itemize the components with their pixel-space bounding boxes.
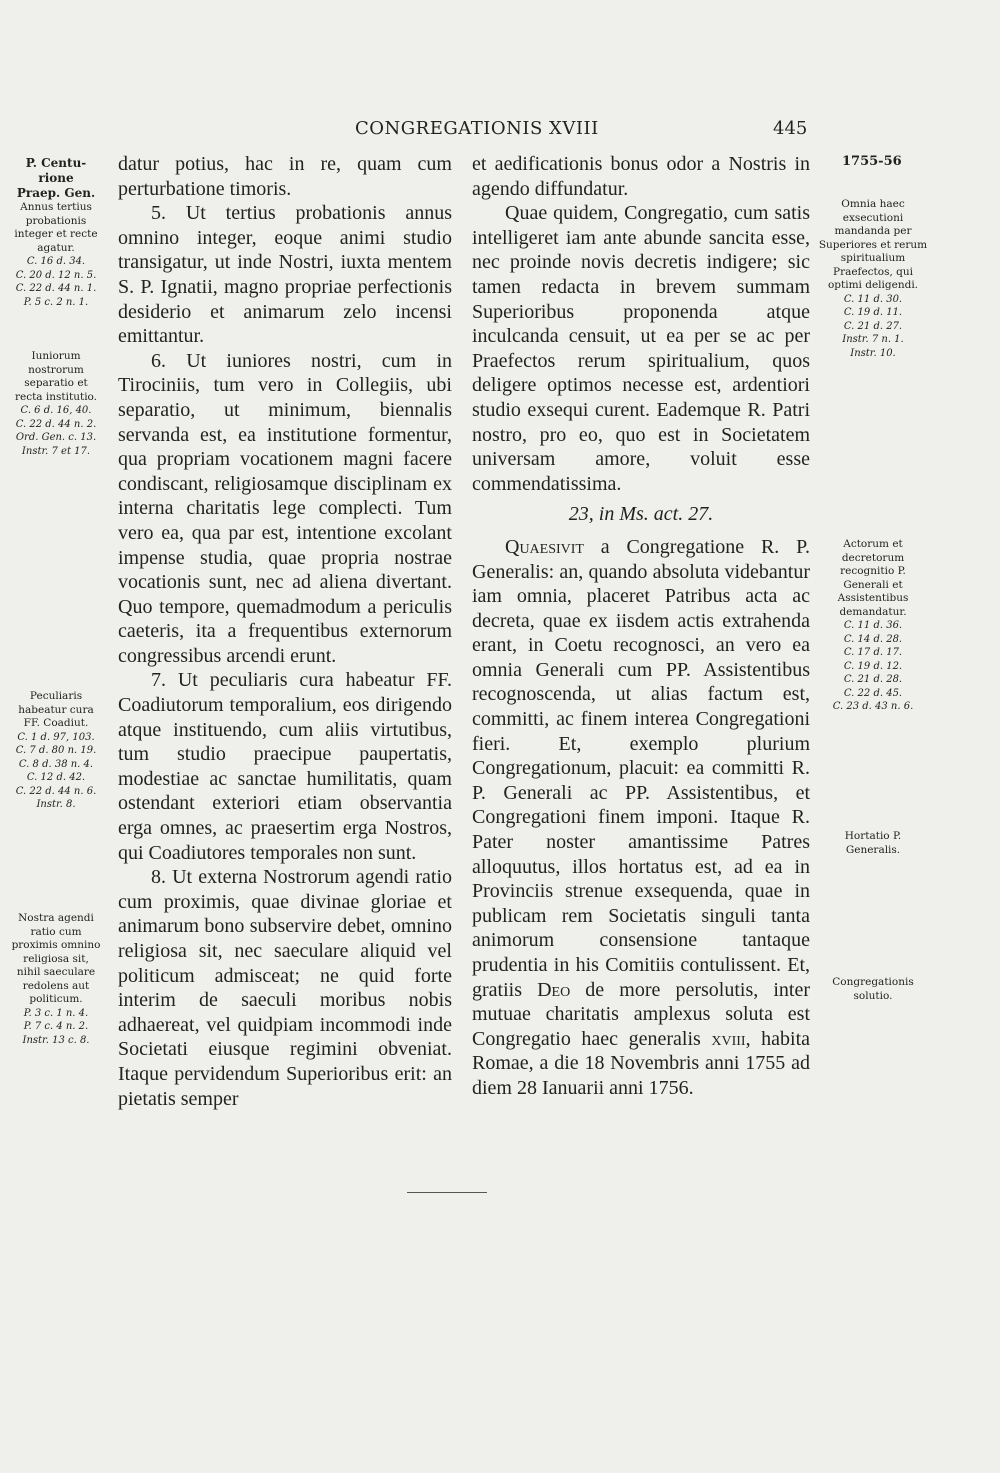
margin-refs: P. 3 c. 1 n. 4. P. 7 c. 4 n. 2. Instr. 13 c. 8. [22,1007,90,1046]
margin-text: Hortatio P. Generalis. [844,830,902,856]
margin-refs: C. 16 d. 34. C. 20 d. 12 n. 5. C. 22 d. 44 n. 1. P. 5 c. 2 n. 1. [15,256,97,308]
text-span: a Congregatione R. P. Generalis: an, quando absoluta videbantur iam omnia, placeret Patribus acta ac decreta, quae ex iisdem actis extrahenda erant, in Coetu recognosci, an vero ea omnia Generali cum PP. Assistentibus recognoscenda, ut alias factum est, committi, ac finem interea Congregationi fieri. Et, exemplo plurium Congregationum, placuit: ea committi R. P. Generali ac PP. Assistentibus, et Congregationi finem imponi. Itaque R. Pater noster amantissime Patres alloquutus, illos hortatus est, ad ea in Provinciis strenue exsequenda, quae in publicam rem Societatis singuli tanta animorum consensione tantaque prudentia in his Comitiis contulissent. Et, gratiis [472,535,810,1001]
margin-refs: C. 6 d. 16, 40. C. 22 d. 44 n. 2. Ord. Gen. c. 13. Instr. 7 et 17. [15,405,97,457]
margin-text: Iuniorum nostrorum separatio et recta institutio. [14,350,98,403]
margin-note-right-4 [818,976,928,1003]
paragraph: et aedificationis bonus odor a Nostris in agendo diffundatur. [472,153,810,200]
text-span: de more persolutis, inter mutuae charitatis amplexus soluta est Congregatio haec generalis [472,978,810,1050]
text-span: Deo [537,978,571,1001]
page-header [0,118,1000,144]
margin-note-right-2 [818,538,928,714]
paragraph: 8. Ut externa Nostrorum agendi ratio cum proximis, quae divinae gloriae et animarum bono subservire debet, omnino religiosa sit, nec saeculare aliquid vel politicum admisceat; ne quid forte interim de saeculi moribus nobis adhaereat, vel quidpiam incommodi inde Societati eiusque regimini obveniat. Itaque pervidendum Superioribus erit: an pietatis semper [118,866,452,1110]
margin-note-left-3 [10,690,102,812]
margin-note-left-2 [10,350,102,458]
footer-rule [407,1192,487,1193]
running-title: CONGREGATIONIS XVIII [355,118,599,139]
margin-heading: P. Centu- rione Praep. Gen. [16,156,96,200]
margin-refs: C. 11 d. 30. C. 19 d. 11. C. 21 d. 27. Instr. 7 n. 1. Instr. 10. [842,293,904,359]
margin-text: Nostra agendi ratio cum proximis omnino religiosa sit, nihil saeculare redolens aut politicum. [11,912,101,1005]
margin-text: Actorum et decretorum recognitio P. Generali et Assistentibus demandatur. [837,538,909,618]
section-heading: 23, in Ms. act. 27. [568,503,714,526]
roman-numeral: xviii [711,1027,746,1050]
margin-text: Congregationis solutio. [832,976,914,1002]
margin-note-left-4 [10,912,102,1047]
margin-note-right-3 [818,830,928,857]
margin-note-left-1 [10,156,102,309]
paragraph: 7. Ut peculiaris cura habeatur FF. Coadiutorum temporalium, eos dirigendo atque instituendo, cum aliis virtutibus, tum studio praecipue paupertatis, modestiae ac sanctae humilitatis, quam ostendant exteriori etiam observantia erga omnes, ac praesertim erga Nostros, qui Coadiutores temporales non sunt. [118,669,452,864]
margin-refs: C. 1 d. 97, 103. C. 7 d. 80 n. 19. C. 8 d. 38 n. 4. C. 12 d. 42. C. 22 d. 44 n. 6. Instr. 8. [15,731,97,810]
page-number: 445 [773,118,808,139]
margin-refs: C. 11 d. 36. C. 14 d. 28. C. 17 d. 17. C. 19 d. 12. C. 21 d. 28. C. 22 d. 45. C. 23 d. 43 n. 6. [832,620,914,712]
paragraph: datur potius, hac in re, quam cum perturbatione timoris. [118,153,452,200]
paragraph: Quae quidem, Congregatio, cum satis intelligeret iam ante abunde sancita esse, nec proinde novis decretis indigere; sic tamen redacta in brevem summam Superioribus proponenda atque inculcanda censuit, ut ea per se ac per Praefectos rerum spiritualium, quos deligere optimos necesse est, ardentiori studio exsequi curent. Eademque R. Patri nostro, pro eo, quo est in Societatem universam amore, voluit esse commendatissima. [472,202,810,495]
year-range: 1755-56 [842,154,902,169]
paragraph: 5. Ut tertius probationis annus omnino integer, eoque animi studio transigatur, ut inde Nostri, iuxta mentem S. P. Ignatii, magno propriae perfectionis desiderio et animarum zelo incensi emittantur. [118,202,452,348]
margin-text: Peculiaris habeatur cura FF. Coadiut. [18,690,94,729]
margin-text: Omnia haec exsecutioni mandanda per Superiores et rerum spiritualium Praefectos, qui optimi deligendi. [818,198,928,291]
paragraph [472,535,810,1101]
right-text-column [472,152,810,1101]
left-text-column [118,152,452,1111]
margin-text: Annus tertius probationis integer et recte agatur. [14,201,98,254]
margin-note-right-1 [818,198,928,360]
paragraph: 6. Ut iuniores nostri, cum in Tirociniis, tum vero in Collegiis, ubi separatio, ut minimum, biennalis servanda est, ea institutione formentur, qua propriam vocationem magni facere condiscant, religiosamque disciplinam ex interna charitatis lege complecti. Tum vero ea, qua par est, intentione excolant impense studia, quae propria nostrae vocationis sunt, nec ad aliena divertant. Quo tempore, quemadmodum a periculis caeteris, ita a frequentibus externorum congressibus arcendi erunt. [118,349,452,667]
text-span: , habita Romae, a die 18 Novembris anni 1755 ad diem 28 Ianuarii anni 1756. [472,1027,810,1099]
lead-word: Quaesivit [505,535,584,558]
